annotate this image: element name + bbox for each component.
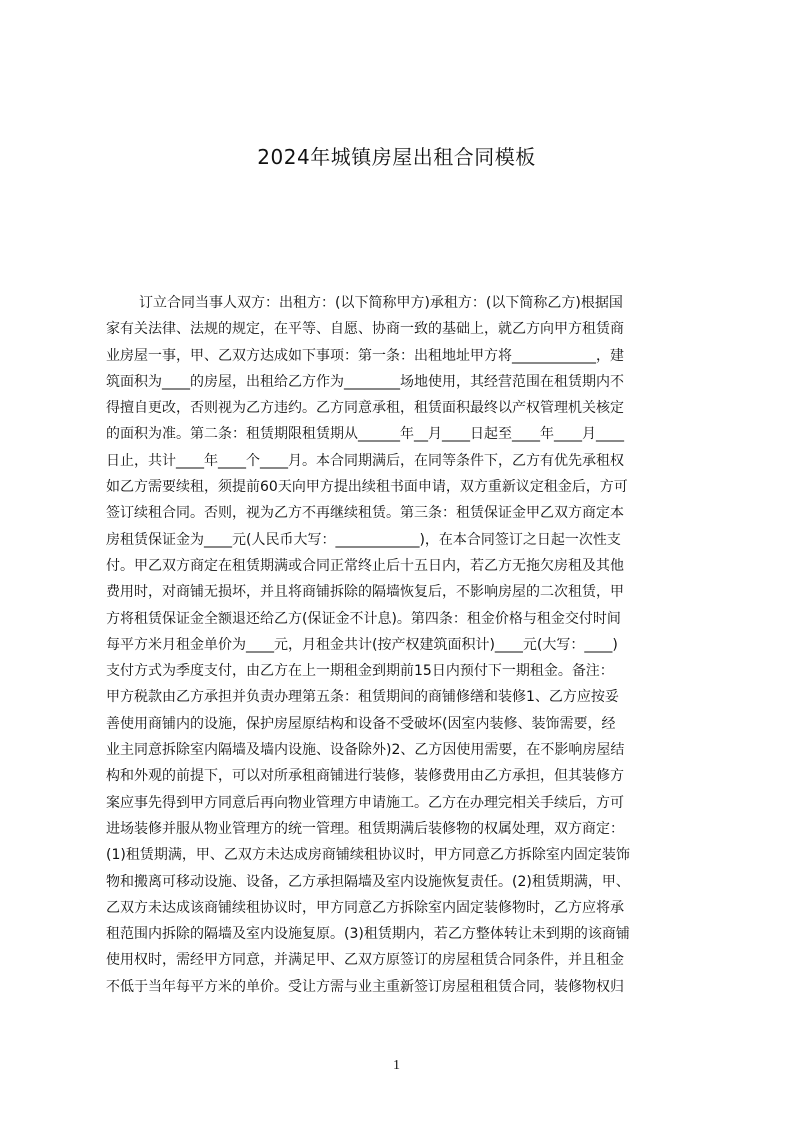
- body-line: 租范围内拆除的隔墙及室内设施复原。(3)租赁期内，若乙方整体转让未到期的该商铺: [106, 926, 630, 943]
- body-line: 每平方米月租金单价为____元，月租金共计(按产权建筑面积计)____元(大写：____): [106, 636, 618, 653]
- body-line: 的面积为准。第二条：租赁期限租赁期从______年__月____日起至____年____月____: [106, 426, 624, 443]
- body-line: 如乙方需要续租，须提前60天向甲方提出续租书面申请，双方重新议定租金后，方可: [106, 479, 628, 496]
- body-line: 物和搬离可移动设施、设备，乙方承担隔墙及室内设施恢复责任。(2)租赁期满，甲、: [106, 873, 630, 890]
- body-line: 甲方税款由乙方承担并负责办理第五条：租赁期间的商铺修缮和装修1、乙方应按妥: [106, 689, 619, 706]
- body-line: 善使用商铺内的设施，保护房屋原结构和设备不受破坏(因室内装修、装饰需要，经: [106, 715, 616, 732]
- body-line: 不低于当年每平方米的单价。受让方需与业主重新签订房屋租租赁合同，装修物权归: [106, 978, 624, 995]
- body-line: 使用权时，需经甲方同意，并满足甲、乙双方原签订的房屋租赁合同条件，并且租金: [106, 952, 624, 969]
- contract-body: [106, 290, 698, 995]
- document-title: 2024年城镇房屋出租合同模板: [257, 145, 536, 169]
- body-line: 筑面积为____的房屋，出租给乙方作为________场地使用，其经营范围在租赁期内不: [106, 373, 624, 390]
- body-line: 案应事先得到甲方同意后再向物业管理方申请施工。乙方在办理完相关手续后，方可: [106, 794, 624, 811]
- body-line: 费用时，对商铺无损坏，并且将商铺拆除的隔墙恢复后，不影响房屋的二次租赁，甲: [106, 584, 624, 601]
- body-line: 签订续租合同。否则，视为乙方不再继续租赁。第三条：租赁保证金甲乙双方商定本: [106, 505, 624, 522]
- body-line: 方将租赁保证金全额退还给乙方(保证金不计息)。第四条：租金价格与租金交付时间: [106, 610, 621, 627]
- page-number: 1: [393, 1058, 400, 1073]
- body-line: 业房屋一事，甲、乙双方达成如下事项：第一条：出租地址甲方将____________，建: [106, 347, 624, 364]
- body-line: 得擅自更改，否则视为乙方违约。乙方同意承租，租赁面积最终以产权管理机关核定: [106, 400, 624, 417]
- body-line: 支付方式为季度支付，由乙方在上一期租金到期前15日内预付下一期租金。备注：: [106, 663, 614, 680]
- body-line: 构和外观的前提下，可以对所承租商铺进行装修，装修费用由乙方承担，但其装修方: [106, 768, 624, 785]
- body-line: 付。甲乙双方商定在租赁期满或合同正常终止后十五日内，若乙方无拖欠房租及其他: [106, 557, 624, 574]
- body-line: 业主同意拆除室内隔墙及墙内设施、设备除外)2、乙方因使用需要，在不影响房屋结: [106, 742, 625, 759]
- body-line: 日止，共计____年____个____月。本合同期满后，在同等条件下，乙方有优先承租权: [106, 452, 624, 469]
- body-line: 乙双方未达成该商铺续租协议时，甲方同意乙方拆除室内固定装修物时，乙方应将承: [106, 899, 624, 916]
- body-line: 房租赁保证金为____元(人民币大写：____________)，在本合同签订之日起一次性支: [106, 531, 621, 548]
- body-line: 订立合同当事人双方：出租方：(以下简称甲方)承租方：(以下简称乙方)根据国: [139, 295, 623, 311]
- body-line: (1)租赁期满，甲、乙双方未达成房商铺续租协议时，甲方同意乙方拆除室内固定装饰: [106, 847, 630, 864]
- body-line: 进场装修并服从物业管理方的统一管理。租赁期满后装修物的权属处理，双方商定：: [106, 820, 624, 837]
- body-line: 家有关法律、法规的规定，在平等、自愿、协商一致的基础上，就乙方向甲方租赁商: [106, 321, 624, 338]
